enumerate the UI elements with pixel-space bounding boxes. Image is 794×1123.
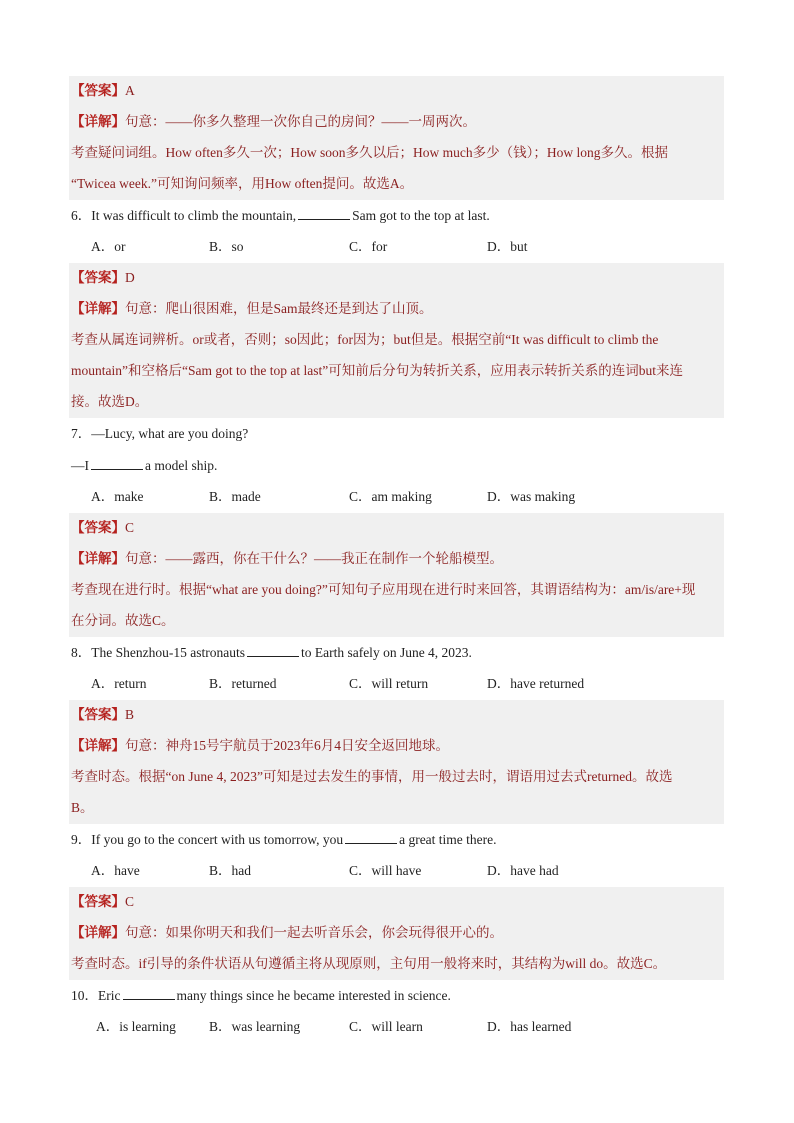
detail-line-7 <box>71 549 503 569</box>
option-c: C．will return <box>349 676 429 691</box>
question-10 <box>71 986 451 1006</box>
question-number: 7． <box>71 426 92 441</box>
option-d: D．but <box>487 239 528 254</box>
answer-value: B <box>125 707 135 722</box>
detail-text: 句意：——露西，你在干什么？——我正在制作一个轮船模型。 <box>125 551 503 566</box>
explanation-line: “Twicea week.”可知询问频率，用How often提问。故选A。 <box>71 176 414 191</box>
option-b: B．was learning <box>209 1019 301 1034</box>
option-d: D．was making <box>487 489 576 504</box>
answer-blank <box>91 456 143 470</box>
answer-line-9 <box>71 892 134 912</box>
question-text: many things since he became interested in science. <box>176 988 451 1003</box>
detail-tag: 【详解】 <box>71 114 125 129</box>
answer-value: D <box>125 270 135 285</box>
answer-value: C <box>125 520 135 535</box>
question-7-line-2 <box>71 456 217 476</box>
option-b: B．had <box>209 863 251 878</box>
detail-tag: 【详解】 <box>71 925 125 940</box>
detail-line-6 <box>71 299 433 319</box>
question-text: The Shenzhou-15 astronauts <box>91 645 245 660</box>
option-b: B．made <box>209 489 261 504</box>
explanation-line: 考查现在进行时。根据“what are you doing?”可知句子应用现在进行时来回答，其谓语结构为：am/is/are+现 <box>71 582 696 597</box>
question-text: It was difficult to climb the mountain, <box>91 208 297 223</box>
answer-tag: 【答案】 <box>71 707 125 722</box>
option-b: B．so <box>209 239 244 254</box>
question-8 <box>71 643 472 663</box>
question-text: If you go to the concert with us tomorrow, you <box>91 832 344 847</box>
explanation-line: mountain”和空格后“Sam got to the top at last”可知前后分句为转折关系，应用表示转折关系的连词but来连 <box>71 363 683 378</box>
answer-line-5 <box>71 81 135 101</box>
explanation-line: 考查疑问词组。How often多久一次；How soon多久以后；How much多少（钱）；How long多久。根据 <box>71 145 668 160</box>
detail-text: 句意：——你多久整理一次你自己的房间？——一周两次。 <box>125 114 476 129</box>
detail-line-9 <box>71 923 503 943</box>
question-text: to Earth safely on June 4, 2023. <box>300 645 472 660</box>
explanation-line: 接。故选D。 <box>71 394 149 409</box>
option-d: D．have returned <box>487 676 585 691</box>
answer-blank <box>247 643 299 657</box>
option-a: A．make <box>91 489 144 504</box>
question-number: 10． <box>71 988 98 1003</box>
option-a: A．return <box>91 676 147 691</box>
explanation-line: 考查时态。if引导的条件状语从句遵循主将从现原则，主句用一般将来时，其结构为will do。故选C。 <box>71 956 667 971</box>
question-text: a great time there. <box>399 832 497 847</box>
answer-value: A <box>125 83 135 98</box>
option-a: A．or <box>91 239 126 254</box>
option-c: C．am making <box>349 489 432 504</box>
option-c: C．will have <box>349 863 422 878</box>
question-text: a model ship. <box>145 458 218 473</box>
option-a: A．is learning <box>96 1019 176 1034</box>
explanation-line: 在分词。故选C。 <box>71 613 175 628</box>
question-9 <box>71 830 497 850</box>
answer-blank <box>123 986 175 1000</box>
answer-tag: 【答案】 <box>71 894 125 909</box>
option-a: A．have <box>91 863 140 878</box>
answer-value: C <box>125 894 135 909</box>
explanation-line: 考查时态。根据“on June 4, 2023”可知是过去发生的事情，用一般过去时，谓语用过去式returned。故选 <box>71 769 673 784</box>
question-number: 6． <box>71 208 92 223</box>
question-number: 8． <box>71 645 92 660</box>
answer-block-8 <box>69 700 724 824</box>
question-text: Sam got to the top at last. <box>352 208 490 223</box>
detail-tag: 【详解】 <box>71 551 125 566</box>
explanation-line: 考查从属连词辨析。or或者，否则；so因此；for因为；but但是。根据空前“It was difficult to climb the <box>71 332 659 347</box>
answer-line-6 <box>71 268 135 288</box>
explanation-line: B。 <box>71 800 94 815</box>
question-text: —Lucy, what are you doing? <box>91 426 249 441</box>
question-number: 9． <box>71 832 92 847</box>
answer-tag: 【答案】 <box>71 270 125 285</box>
detail-text: 句意：如果你明天和我们一起去听音乐会，你会玩得很开心的。 <box>125 925 503 940</box>
answer-blank <box>345 830 397 844</box>
answer-blank <box>298 206 350 220</box>
answer-line-8 <box>71 705 134 725</box>
detail-tag: 【详解】 <box>71 301 125 316</box>
question-6 <box>71 206 490 226</box>
answer-tag: 【答案】 <box>71 520 125 535</box>
option-d: D．has learned <box>487 1019 572 1034</box>
detail-tag: 【详解】 <box>71 738 125 753</box>
detail-text: 句意：爬山很困难，但是Sam最终还是到达了山顶。 <box>125 301 433 316</box>
option-b: B．returned <box>209 676 277 691</box>
option-c: C．for <box>349 239 388 254</box>
option-c: C．will learn <box>349 1019 423 1034</box>
detail-line-5 <box>71 112 476 132</box>
question-text: —I <box>71 458 89 473</box>
question-7 <box>71 424 248 444</box>
answer-line-7 <box>71 518 134 538</box>
detail-text: 句意：神舟15号宇航员于2023年6月4日安全返回地球。 <box>125 738 449 753</box>
question-text: Eric <box>98 988 121 1003</box>
answer-tag: 【答案】 <box>71 83 125 98</box>
option-d: D．have had <box>487 863 559 878</box>
detail-line-8 <box>71 736 449 756</box>
